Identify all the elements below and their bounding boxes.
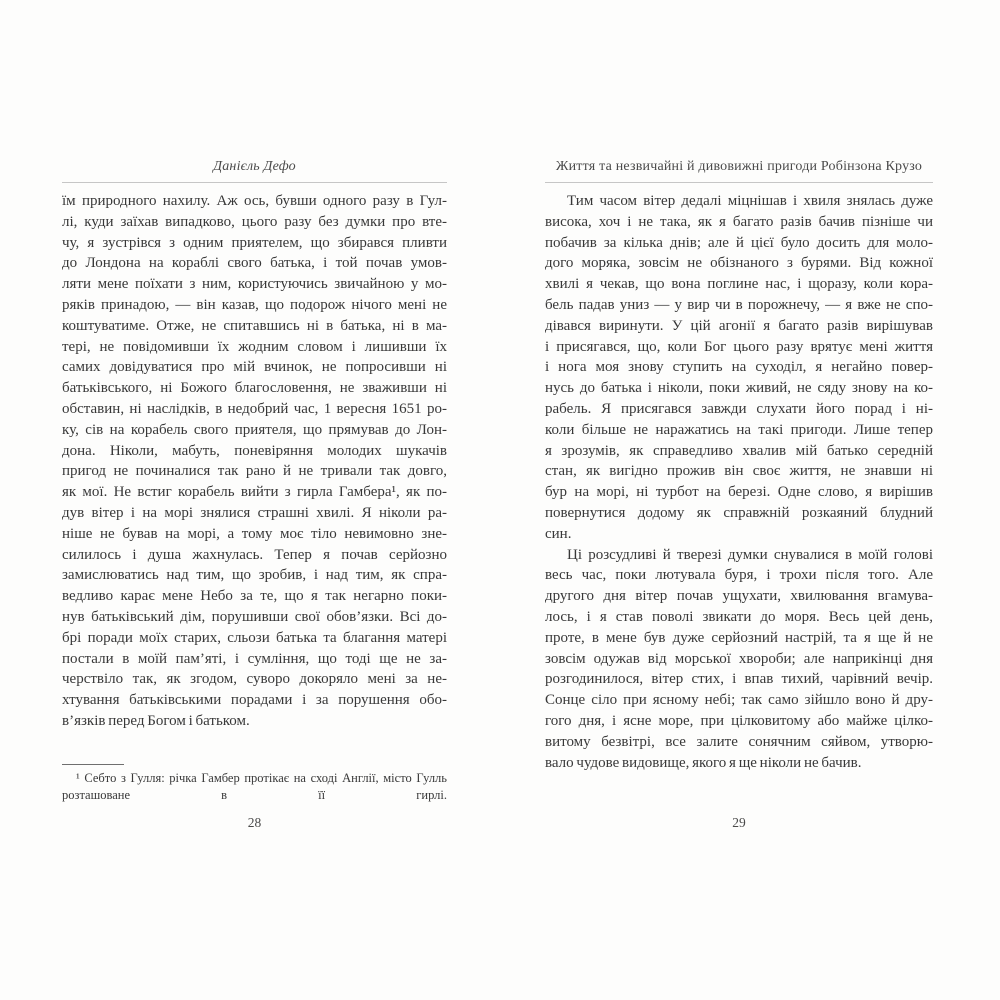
text-line: дув вітер і на морі знялися страшні хвилі. Я ніколи ра- [62, 504, 447, 521]
text-line: тері, не повідомивши їх жодним словом і лишивши їх [62, 338, 447, 355]
footnote-separator [62, 764, 124, 765]
text-line: ляти мене поїхати з ним, користуючись звичайною у мо- [62, 276, 447, 293]
page-number: 28 [247, 815, 262, 830]
text-line: дого моряка, зовсім не обізнаного з бурями. Від кожної [545, 255, 933, 272]
text-line: і нога моя знову ступить на суходіл, я негайно повер- [545, 359, 933, 376]
page-number: 29 [732, 815, 746, 830]
text-line: черствіло так, як згодом, суворо докоряло мені за не- [62, 671, 447, 688]
text-line: в’язків перед Богом і батьком. [62, 712, 250, 729]
text-line: дона. Ніколи, мабуть, поневіряння молодих шукачів [62, 442, 447, 459]
text-line: я зрозумів, як справедливо хвалив мій батько середній [545, 442, 933, 459]
running-header-author: Данієль Дефо [213, 159, 296, 174]
text-line: гого дня, і ясне море, при цілковитому або майже цілко- [545, 712, 933, 729]
body-text [545, 191, 933, 773]
footnote-text [62, 770, 447, 804]
header-rule [62, 182, 447, 183]
header-rule [545, 182, 933, 183]
left-page [62, 156, 447, 866]
text-line: Ці розсудливі й тверезі думки снувалися в моїй голові [567, 546, 933, 563]
text-line: весь час, поки лютувала буря, і трохи після того. Але [545, 567, 933, 584]
text-line: нусь до батька і ніколи, поки живий, не сяду знову на ко- [545, 380, 933, 397]
text-line: брі поради моїх старих, сльози батька та благання матері [62, 629, 447, 646]
text-line: ку, сів на корабель свого приятеля, що прямував до Лон- [62, 421, 447, 438]
text-line: ніше не бував на морі, а тому моє тіло невимовно зне- [62, 525, 447, 542]
text-line: замислюватись над тим, що зробив, і над тим, як спра- [62, 567, 447, 584]
text-line: дівався виринути. У цій агонії я багато разів вирішував [545, 317, 933, 334]
text-line: витому безвітрі, все залите сонячним сяйвом, утворю- [545, 733, 933, 750]
text-line: хтування батьківськими порадами і за порушення обо- [62, 692, 447, 709]
text-line: висока, хоч і не така, як я багато разів бачив пізніше чи [545, 213, 933, 230]
running-header-title: Життя та незвичайні й дивовижні пригоди Робінзона Крузо [555, 159, 923, 174]
text-line: лі, куди заїхав випадково, цього разу без думки про вте- [62, 213, 447, 230]
text-line: лось, і я став поволі звикати до моря. Весь цей день, [545, 608, 933, 625]
text-line: розташоване в її гирлі. [62, 787, 447, 802]
text-line: чу, я зустрівся з одним приятелем, що збирався пливти [62, 234, 447, 251]
text-line: ¹ Себто з Гулля: річка Гамбер протікає на сході Англії, місто Гулль [76, 770, 447, 785]
text-line: постали в моїй пам’яті, і сумління, що тоді ще не за- [62, 650, 447, 667]
text-line: обставин, ні наслідків, в недобрий час, 1 вересня 1651 ро- [62, 400, 447, 417]
text-line: другого дня вітер почав ущухати, хвилювання вгамува- [545, 588, 933, 605]
footnote [62, 764, 447, 804]
text-line: проте, в мене був дуже серйозний настрій, та я ще й не [545, 629, 933, 646]
text-line: силилось і душа жахнулась. Тепер я почав серйозно [62, 546, 447, 563]
right-page [545, 156, 933, 866]
text-line: повернутися додому як справжній розкаяний блудний [545, 504, 933, 521]
text-line: побачив за кілька днів; але й цієї було досить для моло- [545, 234, 933, 251]
text-line: самих довідуватися про мій вчинок, не попросивши ні [62, 359, 447, 376]
text-line: і присягався, що, коли Бог цього разу врятує мені життя [545, 338, 933, 355]
text-line: хвилі я чекав, що вона поглине нас, і щоразу, коли кора- [545, 276, 933, 293]
text-line: рабель. Я присягався завжди слухати його порад і ні- [545, 400, 933, 417]
text-line: стан, як вигідно прожив він своє життя, не знавши ні [545, 463, 933, 480]
text-line: нув батьківський дім, порушивши свої обов’язки. Всі до- [62, 608, 447, 625]
text-line: бель падав униз — у вир чи в порожнечу, — я вже не спо- [545, 296, 933, 313]
text-line: Тим часом вітер дедалі міцнішав і хвиля знялась дуже [567, 193, 933, 209]
text-line: зовсім одужав від морської хвороби; але наприкінці дня [545, 650, 933, 667]
text-line: розгодинилося, вітер стих, і впав тихий, чарівний вечір. [545, 671, 933, 688]
body-text [62, 191, 447, 732]
text-line: ряків принадою, — він казав, що подорож нічого мені не [62, 296, 447, 313]
text-line: пригод не починалися так рано й не тривали так довго, [62, 463, 447, 480]
text-line: ведливо карає мене Небо за те, що я так негарно поки- [62, 588, 447, 605]
text-line: бур на морі, ні турбот на березі. Одне слово, я вирішив [545, 484, 933, 501]
text-line: Сонце сіло при ясному небі; так само зійшло воно й дру- [545, 692, 933, 709]
text-line: вало чудове видовище, якого я ще ніколи не бачив. [545, 754, 862, 771]
text-line: до Лондона на кораблі свого батька, і той почав умов- [62, 255, 447, 272]
text-line: син. [545, 525, 572, 542]
text-line: батьківського, ні Божого благословення, не зваживши ні [62, 380, 447, 397]
text-line: як мої. Не встиг корабель вийти з гирла Гамбера¹, як по- [62, 484, 447, 501]
text-line: коли більше не наражатись на такі пригоди. Лише тепер [545, 421, 933, 438]
text-line: їм природного нахилу. Аж ось, бувши одного разу в Гул- [62, 193, 447, 209]
text-line: коштуватиме. Отже, не спитавшись ні в батька, ні в ма- [62, 317, 447, 334]
